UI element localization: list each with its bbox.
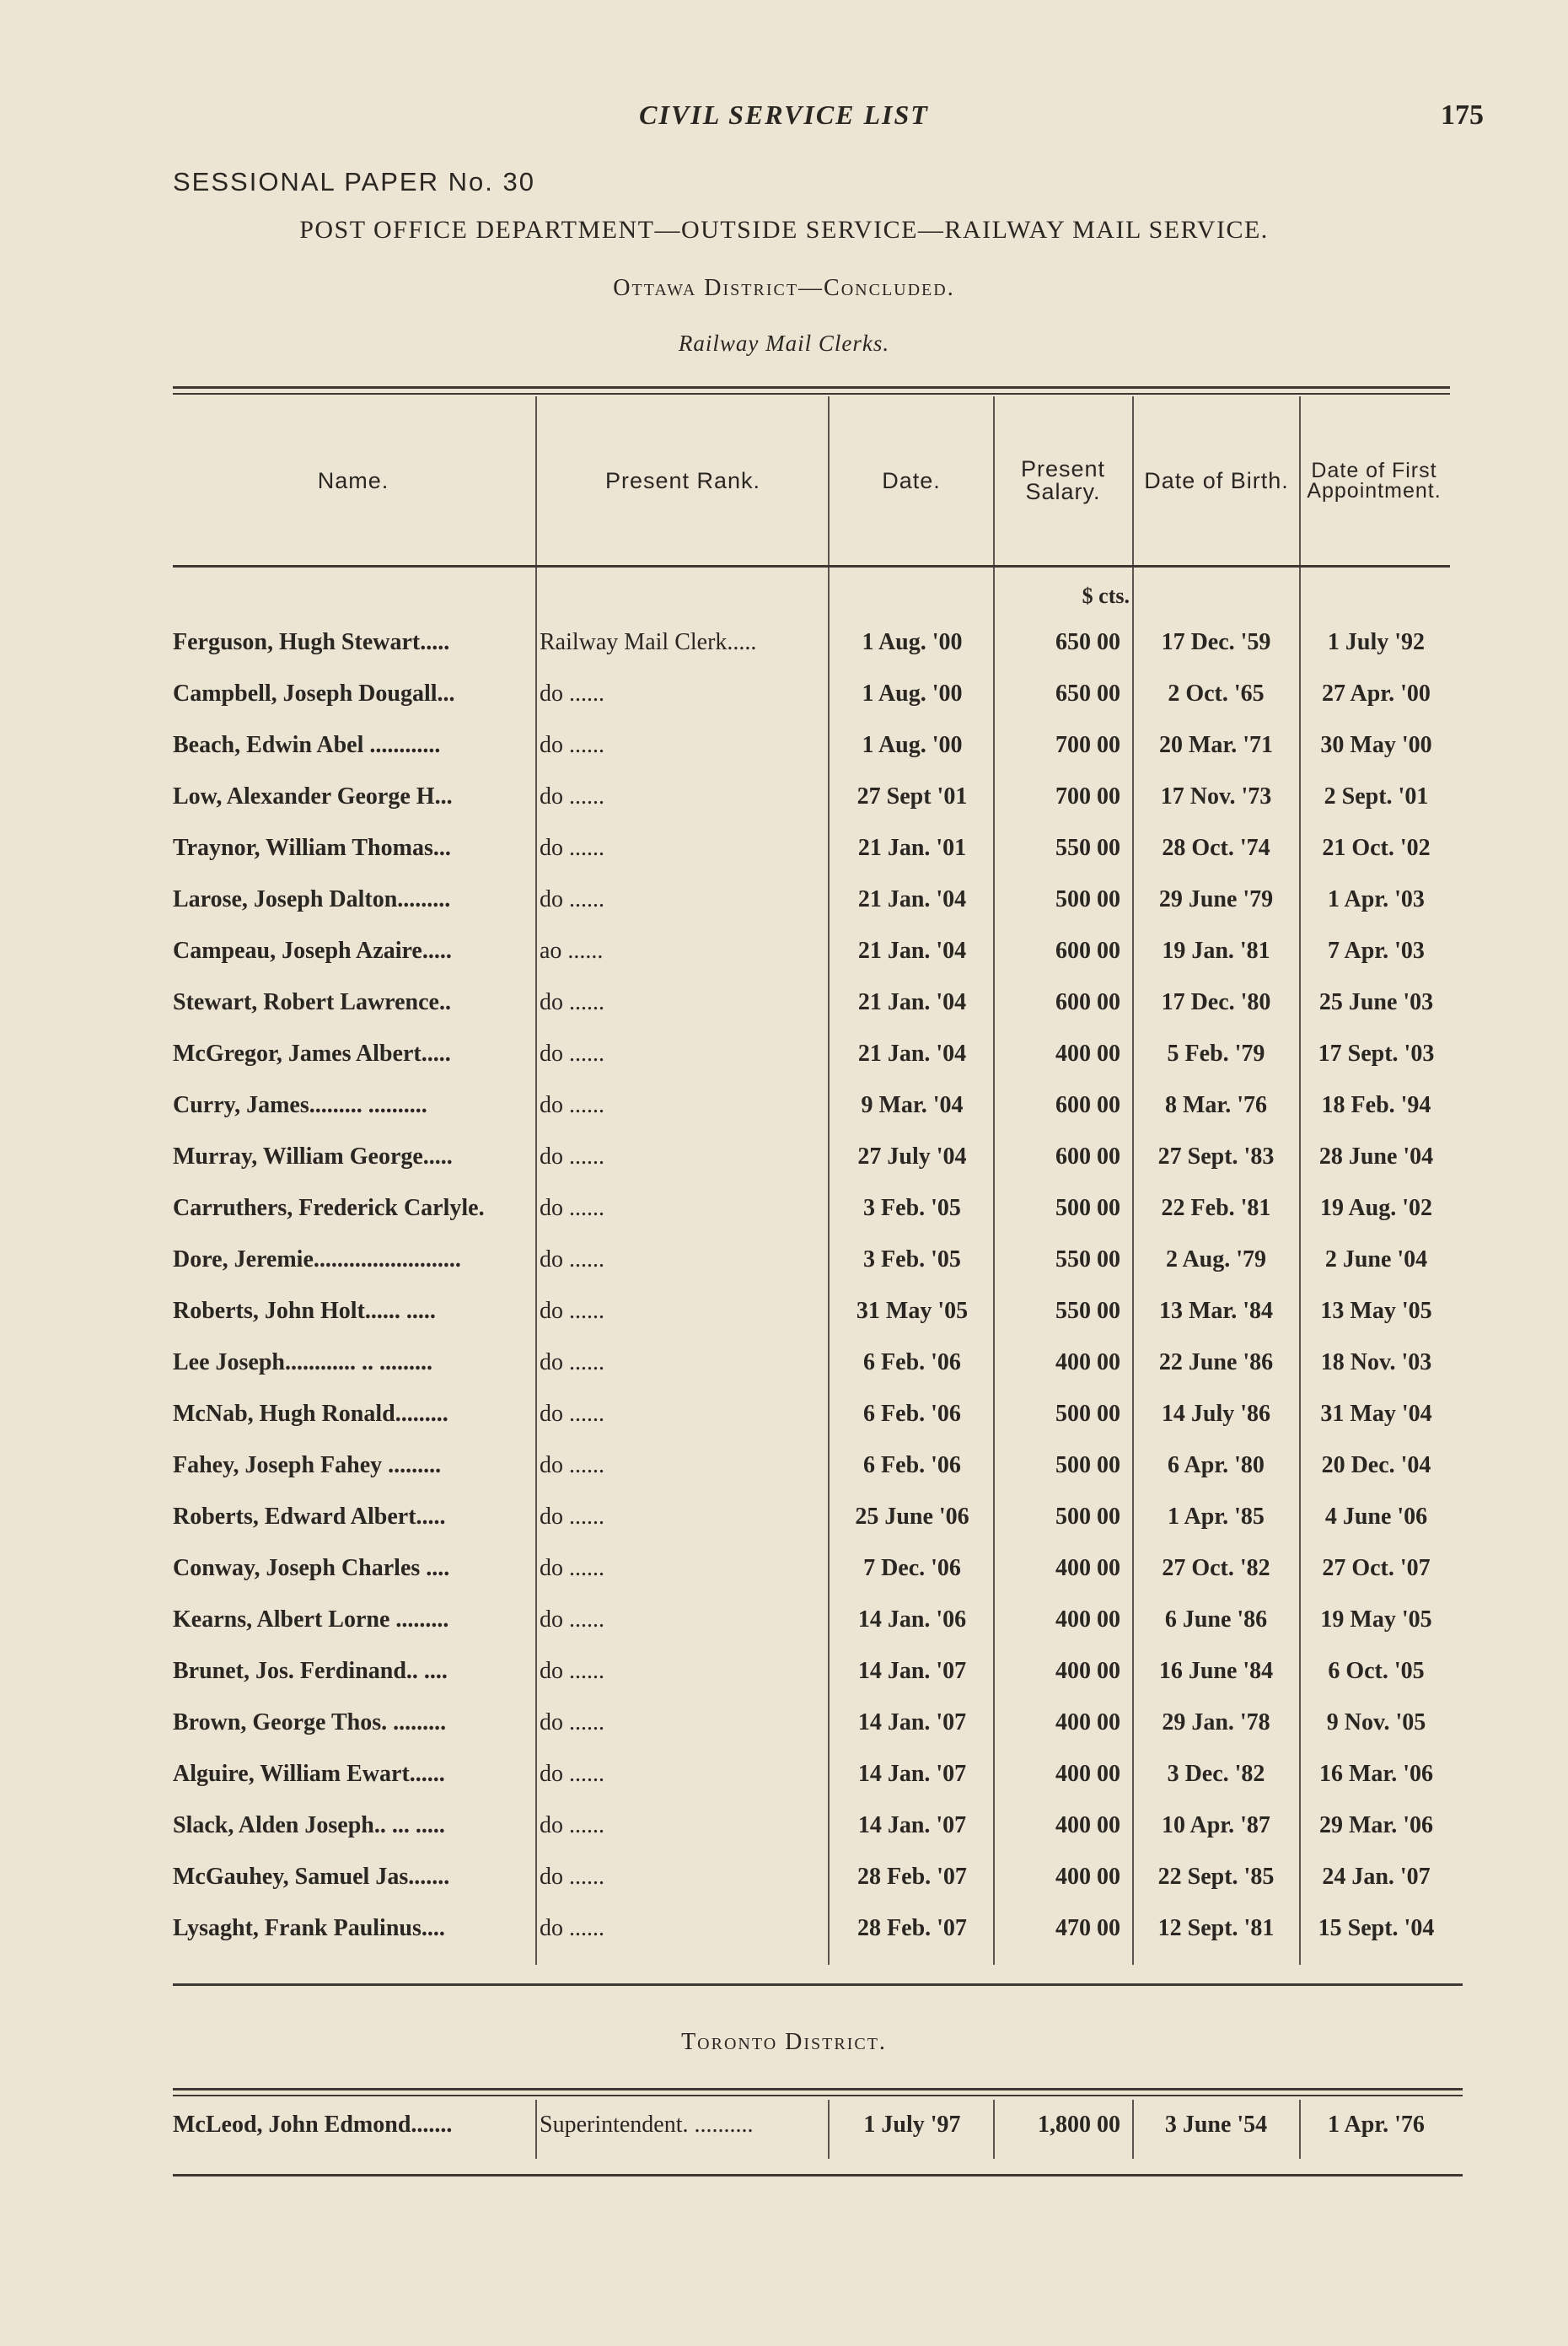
cell-date: 6 Feb. '06 (863, 1401, 961, 1427)
cell-date: 31 May '05 (856, 1298, 969, 1324)
cell-rank: do ...... (540, 1504, 604, 1530)
department-heading: POST OFFICE DEPARTMENT—OUTSIDE SERVICE—RAILWAY MAIL SERVICE. (299, 216, 1269, 244)
toronto-top-rule (173, 2088, 1463, 2090)
cell-rank: do ...... (540, 732, 604, 758)
column-divider (1132, 2100, 1134, 2159)
table-subtitle: Railway Mail Clerks. (678, 331, 890, 356)
table-row (173, 617, 1450, 669)
cell-birth: 6 Apr. '80 (1168, 1452, 1265, 1478)
column-header-date: Date. (882, 467, 941, 493)
cell-name: McNab, Hugh Ronald......... (173, 1401, 448, 1427)
cell-appointment: 16 Mar. '06 (1318, 1761, 1434, 1787)
table-row (173, 1492, 1450, 1543)
cell-birth: 6 June '86 (1164, 1606, 1268, 1633)
cell-appointment: 25 June '03 (1318, 989, 1434, 1015)
table-row (173, 1183, 1450, 1235)
cell-date: 1 July '97 (863, 2112, 961, 2138)
cell-birth: 3 June '54 (1164, 2112, 1268, 2138)
cell-date: 14 Jan. '07 (857, 1658, 967, 1684)
cell-date: 1 Aug. '00 (862, 732, 963, 758)
header-underline (173, 565, 1450, 568)
column-header-birth: Date of Birth. (1144, 467, 1289, 493)
cell-appointment: 31 May '04 (1320, 1401, 1432, 1427)
sessional-paper-label: SESSIONAL PAPER No. 30 (173, 167, 535, 196)
cell-birth: 5 Feb. '79 (1167, 1041, 1265, 1067)
table-row (173, 1543, 1450, 1595)
table-row (173, 823, 1450, 874)
table-row (173, 720, 1450, 772)
table-bottom-rule (173, 1983, 1463, 1986)
cell-name: Fahey, Joseph Fahey ......... (173, 1452, 442, 1478)
cell-birth: 22 June '86 (1158, 1349, 1274, 1375)
cell-salary: 1,800 00 (1038, 2112, 1120, 2138)
toronto-top-rule-thin (173, 2095, 1463, 2096)
cell-salary: 400 00 (1055, 1606, 1120, 1633)
cell-salary: 650 00 (1055, 681, 1120, 707)
cell-salary: 600 00 (1055, 1143, 1120, 1170)
column-divider (828, 2100, 830, 2159)
cell-date: 28 Feb. '07 (857, 1864, 967, 1890)
table-row (173, 977, 1450, 1029)
cell-rank: do ...... (540, 1349, 604, 1375)
cell-appointment: 2 June '04 (1324, 1246, 1428, 1273)
cell-birth: 29 Jan. '78 (1162, 1709, 1270, 1735)
cell-salary: 550 00 (1055, 835, 1120, 861)
table-row (173, 874, 1450, 926)
cell-rank: do ...... (540, 886, 604, 912)
cell-birth: 22 Sept. '85 (1157, 1864, 1275, 1890)
cell-name: McLeod, John Edmond....... (173, 2112, 453, 2138)
column-header-salary: Present Salary. (1020, 456, 1106, 504)
cell-rank: do ...... (540, 1041, 604, 1067)
cell-birth: 2 Oct. '65 (1168, 681, 1265, 707)
cell-appointment: 2 Sept. '01 (1324, 783, 1429, 810)
cell-appointment: 1 Apr. '03 (1328, 886, 1425, 912)
table-row (173, 926, 1450, 977)
salary-units: $ cts. (1082, 584, 1130, 608)
table-row (173, 1903, 1450, 1955)
cell-date: 7 Dec. '06 (863, 1555, 961, 1581)
cell-name: Roberts, Edward Albert..... (173, 1504, 446, 1530)
table-row (173, 1132, 1450, 1183)
cell-birth: 8 Mar. '76 (1164, 1092, 1268, 1118)
cell-date: 6 Feb. '06 (863, 1452, 961, 1478)
cell-appointment: 17 Sept. '03 (1318, 1041, 1435, 1067)
table-row (173, 1698, 1450, 1749)
table-row (173, 1235, 1450, 1286)
cell-appointment: 1 Apr. '76 (1328, 2112, 1425, 2138)
cell-rank: do ...... (540, 1143, 604, 1170)
cell-salary: 550 00 (1055, 1298, 1120, 1324)
cell-date: 6 Feb. '06 (863, 1349, 961, 1375)
cell-birth: 14 July '86 (1161, 1401, 1271, 1427)
cell-birth: 17 Dec. '59 (1161, 629, 1271, 655)
cell-birth: 27 Oct. '82 (1162, 1555, 1270, 1581)
cell-name: Conway, Joseph Charles .... (173, 1555, 450, 1581)
cell-date: 21 Jan. '04 (857, 989, 967, 1015)
cell-salary: 400 00 (1055, 1555, 1120, 1581)
table-row (173, 1337, 1450, 1389)
cell-birth: 19 Jan. '81 (1162, 938, 1270, 964)
cell-salary: 600 00 (1055, 938, 1120, 964)
cell-appointment: 6 Oct. '05 (1328, 1658, 1425, 1684)
ottawa-district-heading: Ottawa District—Concluded. (613, 275, 955, 301)
cell-rank: do ...... (540, 1555, 604, 1581)
cell-appointment: 27 Apr. '00 (1322, 681, 1431, 707)
cell-name: Murray, William George..... (173, 1143, 453, 1170)
column-divider (993, 2100, 995, 2159)
cell-birth: 20 Mar. '71 (1158, 732, 1274, 758)
cell-salary: 500 00 (1055, 1401, 1120, 1427)
column-divider (1299, 2100, 1301, 2159)
cell-salary: 400 00 (1055, 1041, 1120, 1067)
cell-appointment: 7 Apr. '03 (1328, 938, 1425, 964)
cell-salary: 500 00 (1055, 886, 1120, 912)
cell-rank: Superintendent. .......... (540, 2112, 754, 2138)
cell-name: Kearns, Albert Lorne ......... (173, 1606, 449, 1633)
table-row (173, 1440, 1450, 1492)
cell-birth: 3 Dec. '82 (1167, 1761, 1265, 1787)
cell-rank: do ...... (540, 989, 604, 1015)
cell-appointment: 19 Aug. '02 (1319, 1195, 1433, 1221)
cell-rank: do ...... (540, 1709, 604, 1735)
cell-birth: 12 Sept. '81 (1157, 1915, 1275, 1941)
cell-salary: 600 00 (1055, 989, 1120, 1015)
cell-salary: 470 00 (1055, 1915, 1120, 1941)
cell-salary: 400 00 (1055, 1709, 1120, 1735)
cell-name: Brown, George Thos. ......... (173, 1709, 447, 1735)
cell-rank: do ...... (540, 1298, 604, 1324)
cell-rank: do ...... (540, 1915, 604, 1941)
table-top-rule (173, 386, 1450, 389)
cell-birth: 29 June '79 (1158, 886, 1274, 912)
column-header-appointment: Date of First Appointment. (1307, 459, 1442, 503)
column-header-name: Name. (317, 467, 389, 493)
table-row (173, 1286, 1450, 1337)
column-header-rank: Present Rank. (604, 467, 761, 493)
cell-date: 25 June '06 (855, 1504, 969, 1530)
cell-name: Traynor, William Thomas... (173, 835, 451, 861)
cell-appointment: 27 Oct. '07 (1322, 1555, 1431, 1581)
cell-name: McGauhey, Samuel Jas....... (173, 1864, 450, 1890)
cell-name: Ferguson, Hugh Stewart..... (173, 629, 450, 655)
toronto-district-heading: Toronto District. (681, 2029, 887, 2055)
cell-rank: do ...... (540, 1606, 604, 1633)
cell-salary: 700 00 (1055, 783, 1120, 810)
cell-name: Stewart, Robert Lawrence.. (173, 989, 451, 1015)
cell-date: 3 Feb. '05 (863, 1195, 961, 1221)
cell-salary: 700 00 (1055, 732, 1120, 758)
table-row (173, 1029, 1450, 1080)
toronto-row (173, 2105, 1450, 2152)
cell-date: 14 Jan. '07 (857, 1812, 967, 1838)
cell-name: Alguire, William Ewart...... (173, 1761, 445, 1787)
cell-name: Campeau, Joseph Azaire..... (173, 938, 452, 964)
cell-salary: 500 00 (1055, 1195, 1120, 1221)
table-row (173, 1646, 1450, 1698)
cell-date: 9 Mar. '04 (861, 1092, 964, 1118)
cell-name: Brunet, Jos. Ferdinand.. .... (173, 1658, 448, 1684)
cell-rank: do ...... (540, 1812, 604, 1838)
cell-name: Carruthers, Frederick Carlyle. (173, 1195, 485, 1221)
cell-salary: 400 00 (1055, 1812, 1120, 1838)
cell-rank: do ...... (540, 1452, 604, 1478)
cell-date: 21 Jan. '04 (857, 938, 967, 964)
column-divider (535, 2100, 537, 2159)
running-title: CIVIL SERVICE LIST (639, 100, 929, 130)
cell-date: 14 Jan. '06 (857, 1606, 967, 1633)
cell-name: Curry, James......... .......... (173, 1092, 427, 1118)
cell-appointment: 29 Mar. '06 (1318, 1812, 1434, 1838)
table-row (173, 1749, 1450, 1800)
cell-name: McGregor, James Albert..... (173, 1041, 451, 1067)
cell-birth: 17 Nov. '73 (1160, 783, 1272, 810)
cell-name: Lysaght, Frank Paulinus.... (173, 1915, 445, 1941)
table-row (173, 772, 1450, 823)
table-row (173, 1080, 1450, 1132)
cell-appointment: 9 Nov. '05 (1326, 1709, 1426, 1735)
cell-salary: 500 00 (1055, 1452, 1120, 1478)
cell-appointment: 18 Feb. '94 (1321, 1092, 1431, 1118)
cell-rank: Railway Mail Clerk..... (540, 629, 757, 655)
table-row (173, 1800, 1450, 1852)
cell-appointment: 4 June '06 (1324, 1504, 1428, 1530)
table-row (173, 1852, 1450, 1903)
cell-date: 14 Jan. '07 (857, 1761, 967, 1787)
cell-date: 3 Feb. '05 (863, 1246, 961, 1273)
cell-birth: 2 Aug. '79 (1165, 1246, 1267, 1273)
cell-appointment: 28 June '04 (1318, 1143, 1434, 1170)
cell-date: 21 Jan. '04 (857, 886, 967, 912)
cell-birth: 22 Feb. '81 (1161, 1195, 1271, 1221)
cell-name: Dore, Jeremie......................... (173, 1246, 461, 1273)
table-row (173, 669, 1450, 720)
cell-rank: do ...... (540, 1246, 604, 1273)
ottawa-clerks-table (173, 617, 1450, 1955)
cell-appointment: 13 May '05 (1320, 1298, 1432, 1324)
cell-birth: 1 Apr. '85 (1168, 1504, 1265, 1530)
cell-rank: do ...... (540, 681, 604, 707)
cell-salary: 400 00 (1055, 1864, 1120, 1890)
cell-salary: 400 00 (1055, 1349, 1120, 1375)
cell-birth: 10 Apr. '87 (1162, 1812, 1270, 1838)
cell-date: 21 Jan. '01 (857, 835, 967, 861)
cell-name: Larose, Joseph Dalton......... (173, 886, 451, 912)
cell-date: 1 Aug. '00 (862, 681, 963, 707)
cell-appointment: 18 Nov. '03 (1320, 1349, 1432, 1375)
cell-birth: 27 Sept. '83 (1157, 1143, 1275, 1170)
cell-date: 27 Sept '01 (856, 783, 968, 810)
cell-date: 27 July '04 (857, 1143, 967, 1170)
cell-birth: 16 June '84 (1158, 1658, 1274, 1684)
cell-date: 28 Feb. '07 (857, 1915, 967, 1941)
cell-date: 1 Aug. '00 (862, 629, 963, 655)
cell-rank: do ...... (540, 1092, 604, 1118)
cell-birth: 28 Oct. '74 (1162, 835, 1270, 861)
cell-rank: do ...... (540, 1401, 604, 1427)
table-row (173, 1389, 1450, 1440)
cell-salary: 650 00 (1055, 629, 1120, 655)
toronto-bottom-rule (173, 2174, 1463, 2177)
cell-salary: 400 00 (1055, 1761, 1120, 1787)
cell-rank: do ...... (540, 835, 604, 861)
cell-appointment: 20 Dec. '04 (1321, 1452, 1431, 1478)
table-row (173, 1595, 1450, 1646)
cell-date: 14 Jan. '07 (857, 1709, 967, 1735)
cell-salary: 550 00 (1055, 1246, 1120, 1273)
cell-name: Roberts, John Holt...... ..... (173, 1298, 436, 1324)
cell-appointment: 30 May '00 (1320, 732, 1432, 758)
cell-name: Campbell, Joseph Dougall... (173, 681, 455, 707)
cell-appointment: 19 May '05 (1320, 1606, 1432, 1633)
cell-salary: 400 00 (1055, 1658, 1120, 1684)
cell-rank: do ...... (540, 1761, 604, 1787)
cell-birth: 13 Mar. '84 (1158, 1298, 1274, 1324)
cell-rank: do ...... (540, 783, 604, 810)
cell-rank: do ...... (540, 1658, 604, 1684)
cell-appointment: 15 Sept. '04 (1318, 1915, 1435, 1941)
cell-name: Lee Joseph............ .. ......... (173, 1349, 432, 1375)
cell-appointment: 21 Oct. '02 (1322, 835, 1431, 861)
page-number: 175 (1441, 100, 1484, 131)
cell-rank: do ...... (540, 1195, 604, 1221)
table-top-rule-thin (173, 393, 1450, 395)
cell-name: Beach, Edwin Abel ............ (173, 732, 441, 758)
cell-appointment: 24 Jan. '07 (1322, 1864, 1431, 1890)
cell-rank: ao ...... (540, 938, 604, 964)
cell-salary: 600 00 (1055, 1092, 1120, 1118)
cell-appointment: 1 July '92 (1327, 629, 1426, 655)
cell-name: Low, Alexander George H... (173, 783, 453, 810)
cell-birth: 17 Dec. '80 (1161, 989, 1271, 1015)
cell-salary: 500 00 (1055, 1504, 1120, 1530)
cell-name: Slack, Alden Joseph.. ... ..... (173, 1812, 445, 1838)
cell-rank: do ...... (540, 1864, 604, 1890)
cell-date: 21 Jan. '04 (857, 1041, 967, 1067)
